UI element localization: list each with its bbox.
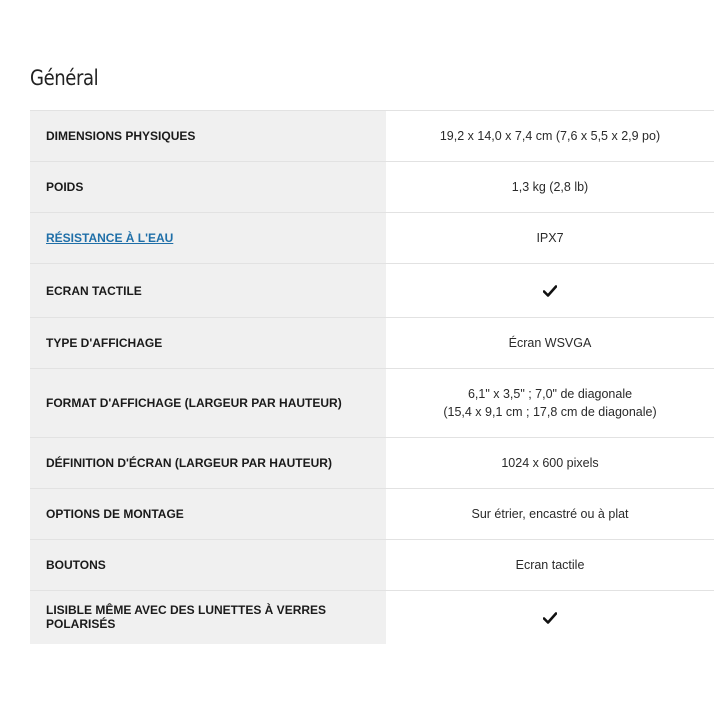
spec-label-screen-resolution: DÉFINITION D'ÉCRAN (LARGEUR PAR HAUTEUR) [30, 438, 386, 489]
spec-label-dimensions: DIMENSIONS PHYSIQUES [30, 111, 386, 162]
spec-row-water-resistance [30, 213, 714, 264]
spec-label-touchscreen: ECRAN TACTILE [30, 264, 386, 318]
spec-label-cell-water-resistance [30, 213, 386, 264]
spec-value-display-type: Écran WSVGA [508, 336, 592, 350]
spec-value-buttons: Ecran tactile [515, 558, 585, 572]
spec-value-line: 6,1" x 3,5" ; 7,0" de diagonale [467, 387, 633, 401]
spec-value-line: (15,4 x 9,1 cm ; 17,8 cm de diagonale) [443, 405, 657, 419]
checkmark-icon [543, 285, 557, 297]
spec-label-display-format: FORMAT D'AFFICHAGE (LARGEUR PAR HAUTEUR) [30, 369, 386, 438]
specs-table [30, 110, 714, 644]
spec-value-weight: 1,3 kg (2,8 lb) [511, 180, 589, 194]
spec-label-display-type: TYPE D'AFFICHAGE [30, 318, 386, 369]
spec-value-display-format [386, 369, 714, 438]
spec-row-display-type [30, 318, 714, 369]
spec-row-polarized-readable [30, 591, 714, 644]
checkmark-icon [543, 612, 557, 624]
spec-label-weight: POIDS [30, 162, 386, 213]
spec-value-polarized-readable [386, 591, 714, 644]
spec-value-dimensions: 19,2 x 14,0 x 7,4 cm (7,6 x 5,5 x 2,9 po) [439, 129, 661, 143]
spec-value-mounting-options: Sur étrier, encastré ou à plat [471, 507, 629, 521]
spec-row-weight [30, 162, 714, 213]
spec-row-dimensions [30, 111, 714, 162]
spec-label-mounting-options: OPTIONS DE MONTAGE [30, 489, 386, 540]
spec-row-touchscreen [30, 264, 714, 318]
water-resistance-link[interactable]: RÉSISTANCE À L'EAU [46, 231, 174, 245]
spec-row-mounting-options [30, 489, 714, 540]
spec-row-buttons [30, 540, 714, 591]
spec-value-water-resistance: IPX7 [536, 231, 564, 245]
spec-row-display-format [30, 369, 714, 438]
spec-value-screen-resolution: 1024 x 600 pixels [501, 456, 599, 470]
spec-label-polarized-readable: LISIBLE MÊME AVEC DES LUNETTES À VERRES POLARISÉS [30, 591, 386, 644]
spec-row-screen-resolution [30, 438, 714, 489]
section-title: Général [30, 66, 99, 90]
spec-label-buttons: BOUTONS [30, 540, 386, 591]
spec-value-touchscreen [386, 264, 714, 318]
